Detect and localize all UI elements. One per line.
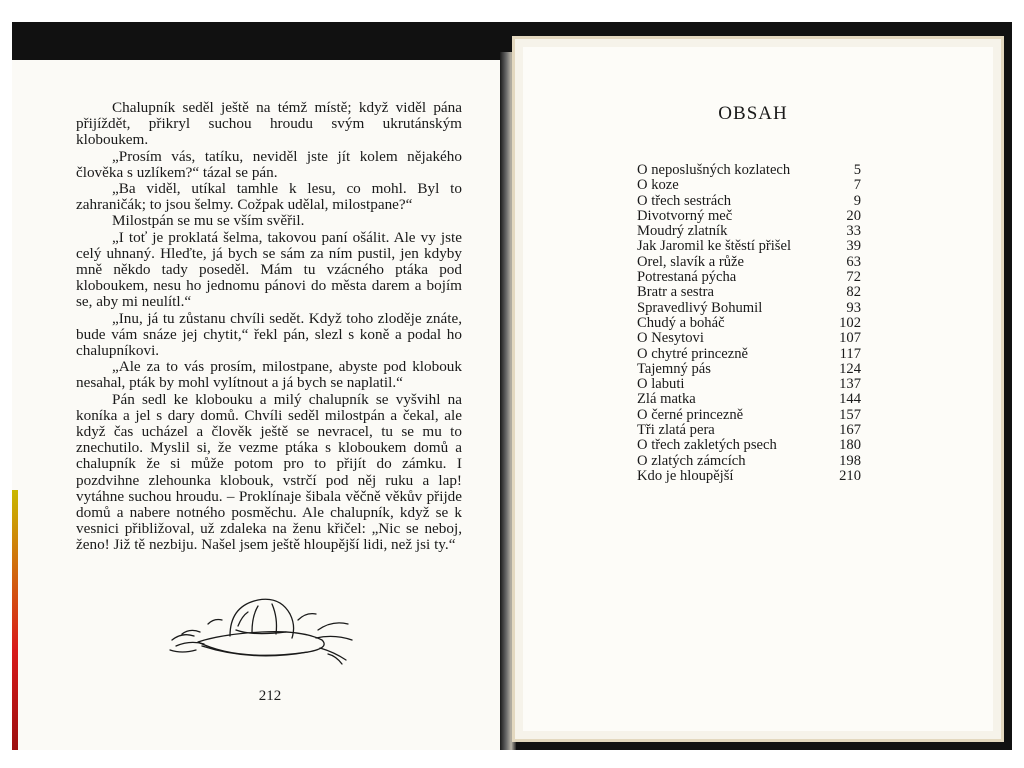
toc-entry-title: O černé princezně <box>637 406 744 423</box>
toc-entry-title: O třech sestrách <box>637 192 732 209</box>
story-paragraph-8: Pán sedl ke klobouku a milý chalupník se vyšvihl na koníka a jel s dary domů. Chvíli seděl milostpán a čekal, ale když čas ucházel a člověk ještě se nevracel, tu se mu to znechutilo. Myslil si, že vezme ptáka s kloboukem domů a chalupník že si může potom pro to přijít do zámku. I pozdvihne zlehounka klobouk, vstrčí pod něj ruku a lap! vytáhne suchou hroudu. – Proklínaje šibala věčně věkův přijde domů a nabere notného posměchu. Ale chalupník, když se k vesnici přibližoval, už zdaleka na ženu křičel: „Nic se neboj, ženo! Již tě nezbiju. Našel jsem ještě hloupější lidi, než jsi ty.“ <box>76 390 462 554</box>
toc-entry <box>637 362 861 377</box>
toc-entry <box>637 255 861 270</box>
toc-entry-page: 82 <box>846 284 861 301</box>
toc-entry <box>637 301 861 316</box>
toc-entry-page: 167 <box>839 422 861 439</box>
right-page-paper <box>523 47 993 731</box>
story-paragraph-5: „I toť je proklatá šelma, takovou paní ošálit. Ale vy jste celý uhnaný. Hleďte, já bych se sám za ním pustil, jen kdyby mně někdo tady poseděl. Mám tu vzácného ptáka pod kloboukem, nesu ho jednomu pánovi do města darem a bojím se, aby mi neulítl.“ <box>76 228 462 311</box>
toc-entry-title: O neposlušných kozlatech <box>637 162 791 178</box>
toc-entry-title: Bratr a sestra <box>637 284 714 301</box>
toc-entry-page: 9 <box>853 192 861 209</box>
toc-title: OBSAH <box>718 103 788 124</box>
toc-entry-title: Tři zlatá pera <box>637 422 715 439</box>
toc-entry <box>637 209 861 224</box>
toc-entry <box>637 270 861 285</box>
toc-entry-title: Tajemný pás <box>637 360 711 377</box>
page-number: 212 <box>258 688 282 704</box>
page-edge-shading <box>12 490 18 750</box>
toc-entry-page: 107 <box>839 330 861 347</box>
toc-entry-page: 5 <box>853 162 861 178</box>
toc-entry-page: 20 <box>846 207 861 224</box>
toc-entry-title: Chudý a boháč <box>637 314 725 331</box>
right-page <box>512 36 1004 742</box>
toc-entry-title: O chytré princezně <box>637 345 749 362</box>
toc-entry-title: Jak Jaromil ke štěstí přišel <box>637 238 792 255</box>
toc-entry-page: 198 <box>839 452 861 469</box>
toc-entry <box>637 194 861 209</box>
story-paragraph-6: „Inu, já tu zůstanu chvíli sedět. Když toho zloděje znáte, bude vám snáze jej chytit,“ řekl pán, slezl s koně a podal ho chalupníkovi. <box>76 309 462 360</box>
toc-entry <box>637 423 861 438</box>
book-spread <box>12 22 1012 750</box>
toc-entry-title: Moudrý zlatník <box>637 223 728 240</box>
story-paragraph-1: Chalupník seděl ještě na témž místě; když viděl pána přijíždět, přikryl suchou hroudu svým ukrutánským kloboukem. <box>76 99 462 149</box>
toc-entry <box>637 178 861 193</box>
toc-entry-title: O Nesytovi <box>637 330 704 347</box>
toc-entry-page: 157 <box>839 406 861 423</box>
toc-entry <box>637 347 861 362</box>
toc-entry-page: 39 <box>846 238 861 255</box>
toc-entry-title: Spravedlivý Bohumil <box>637 299 763 316</box>
toc-entry-page: 63 <box>846 253 861 270</box>
toc-entry-page: 144 <box>839 391 861 408</box>
toc-entry-page: 180 <box>839 437 861 454</box>
toc-entry-title: O koze <box>637 177 679 194</box>
story-paragraph-3: „Ba viděl, utíkal tamhle k lesu, co mohl. Byl to zahraničák; to jsou šelmy. Cožpak udělal, milostpane?“ <box>76 180 462 214</box>
toc-entry-title: O zlatých zámcích <box>637 452 746 469</box>
toc-entry <box>637 438 861 453</box>
toc-entry-page: 72 <box>846 269 861 286</box>
toc-entry <box>637 454 861 469</box>
toc-entry-title: Zlá matka <box>637 391 696 408</box>
story-paragraph-7: „Ale za to vás prosím, milostpane, abyste pod klobouk nesahal, pták by mohl vylítnout a já bych se naplatil.“ <box>76 358 462 392</box>
story-paragraph-4: Milostpán se mu se vším svěřil. <box>112 212 305 230</box>
left-page <box>12 60 504 750</box>
toc-entry <box>637 285 861 300</box>
toc-entry-title: O třech zakletých psech <box>637 437 777 454</box>
toc-entry <box>637 163 861 178</box>
toc-entry <box>637 331 861 346</box>
toc-entry-page: 137 <box>839 376 861 393</box>
toc-entry-page: 102 <box>839 314 861 331</box>
toc-entry-page: 117 <box>839 345 861 362</box>
toc-entry <box>637 469 861 484</box>
toc-entry <box>637 392 861 407</box>
toc-entry-page: 124 <box>839 360 861 377</box>
toc-entry-title: Divotvorný meč <box>637 207 733 224</box>
toc-entry-title: O labuti <box>637 376 685 393</box>
toc-entry-page: 210 <box>839 467 861 484</box>
story-text <box>76 100 462 554</box>
toc-entry-title: Orel, slavík a růže <box>637 253 744 270</box>
hat-illustration <box>168 590 358 666</box>
toc-entry <box>637 239 861 254</box>
toc-entry <box>637 408 861 423</box>
toc-entry <box>637 224 861 239</box>
table-of-contents <box>637 163 861 484</box>
story-paragraph-2: „Prosím vás, tatíku, neviděl jste jít kolem nějakého člověka s uzlíkem?“ tázal se pán. <box>76 147 462 181</box>
toc-entry-page: 93 <box>846 299 861 316</box>
toc-entry-title: Kdo je hloupější <box>637 467 734 484</box>
toc-entry <box>637 377 861 392</box>
toc-entry-page: 7 <box>853 177 861 194</box>
toc-entry-page: 33 <box>846 223 861 240</box>
toc-entry <box>637 316 861 331</box>
toc-entry-title: Potrestaná pýcha <box>637 269 737 286</box>
